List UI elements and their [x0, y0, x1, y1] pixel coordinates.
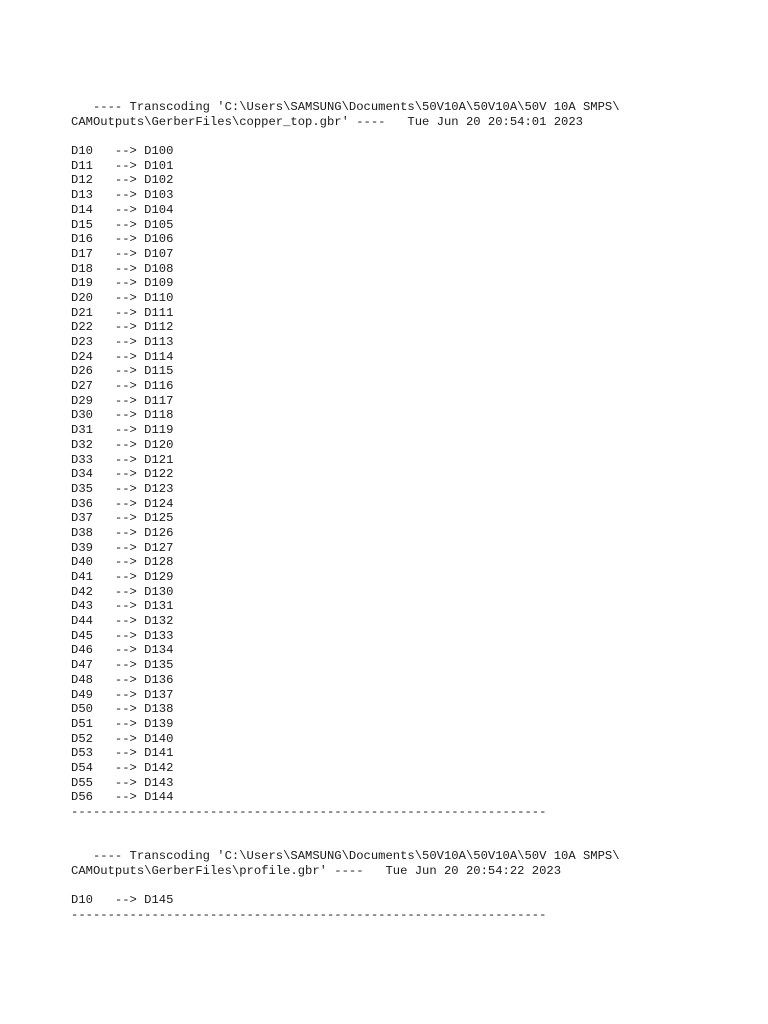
aperture-mapping-row: D55 --> D143: [71, 775, 174, 790]
aperture-mapping-row: D56 --> D144: [71, 790, 174, 805]
aperture-mapping-row: D35 --> D123: [71, 481, 174, 496]
aperture-mapping-row: D45 --> D133: [71, 628, 174, 643]
aperture-mapping-row: D36 --> D124: [71, 496, 174, 511]
aperture-mapping-row: D43 --> D131: [71, 599, 174, 614]
section-header-line: CAMOutputs\GerberFiles\profile.gbr' ---- Tue Jun 20 20:54:22 2023: [71, 863, 562, 878]
aperture-mapping-row: D39 --> D127: [71, 540, 174, 555]
aperture-mapping-row: D49 --> D137: [71, 687, 174, 702]
aperture-mapping-row: D30 --> D118: [71, 408, 174, 423]
aperture-mapping-row: D46 --> D134: [71, 643, 174, 658]
aperture-mapping-row: D10 --> D145: [71, 893, 174, 908]
section-divider: -----------------------------------------------------------------: [71, 907, 547, 922]
aperture-mapping-row: D24 --> D114: [71, 349, 174, 364]
aperture-mapping-row: D38 --> D126: [71, 525, 174, 540]
section-header-line: ---- Transcoding 'C:\Users\SAMSUNG\Documents\50V10A\50V10A\50V 10A SMPS\: [71, 849, 620, 864]
aperture-mapping-row: D32 --> D120: [71, 437, 174, 452]
aperture-mapping-row: D21 --> D111: [71, 305, 174, 320]
aperture-mapping-row: D23 --> D113: [71, 335, 174, 349]
section-header-line: ---- Transcoding 'C:\Users\SAMSUNG\Documents\50V10A\50V10A\50V 10A SMPS\: [71, 100, 620, 114]
aperture-mapping-row: D31 --> D119: [71, 423, 174, 438]
aperture-mapping-row: D52 --> D140: [71, 731, 174, 746]
transcoding-section-copper-top: [71, 100, 751, 820]
aperture-mapping-row: D40 --> D128: [71, 555, 174, 570]
aperture-mapping-row: D48 --> D136: [71, 672, 174, 687]
aperture-mapping-row: D41 --> D129: [71, 570, 174, 584]
aperture-mapping-row: D42 --> D130: [71, 584, 174, 599]
aperture-mapping-row: D11 --> D101: [71, 158, 174, 173]
aperture-mapping-row: D33 --> D121: [71, 452, 174, 467]
aperture-mapping-row: D51 --> D139: [71, 716, 174, 731]
aperture-mapping-row: D29 --> D117: [71, 393, 174, 408]
aperture-mapping-row: D20 --> D110: [71, 290, 174, 305]
transcoding-log: [71, 100, 751, 923]
transcoding-section-profile: [71, 849, 751, 922]
aperture-mapping-row: D27 --> D116: [71, 379, 174, 394]
aperture-mapping-row: D13 --> D103: [71, 188, 174, 203]
aperture-mapping-row: D54 --> D142: [71, 760, 174, 775]
aperture-mapping-row: D44 --> D132: [71, 614, 174, 629]
aperture-mapping-row: D17 --> D107: [71, 246, 174, 261]
aperture-mapping-row: D14 --> D104: [71, 202, 174, 217]
aperture-mapping-row: D22 --> D112: [71, 320, 174, 335]
aperture-mapping-row: D26 --> D115: [71, 364, 174, 379]
aperture-mapping-row: D12 --> D102: [71, 173, 174, 188]
aperture-mapping-row: D37 --> D125: [71, 511, 174, 526]
aperture-mapping-row: D19 --> D109: [71, 276, 174, 291]
section-divider: -----------------------------------------------------------------: [71, 805, 547, 819]
aperture-mapping-list: [71, 144, 751, 805]
aperture-mapping-row: D16 --> D106: [71, 232, 174, 247]
section-header-line: CAMOutputs\GerberFiles\copper_top.gbr' ---- Tue Jun 20 20:54:01 2023: [71, 114, 583, 129]
aperture-mapping-row: D47 --> D135: [71, 658, 174, 673]
aperture-mapping-list: [71, 893, 751, 908]
aperture-mapping-row: D50 --> D138: [71, 702, 174, 717]
aperture-mapping-row: D18 --> D108: [71, 261, 174, 276]
aperture-mapping-row: D53 --> D141: [71, 746, 174, 761]
aperture-mapping-row: D10 --> D100: [71, 144, 174, 159]
aperture-mapping-row: D15 --> D105: [71, 217, 174, 232]
aperture-mapping-row: D34 --> D122: [71, 467, 174, 482]
